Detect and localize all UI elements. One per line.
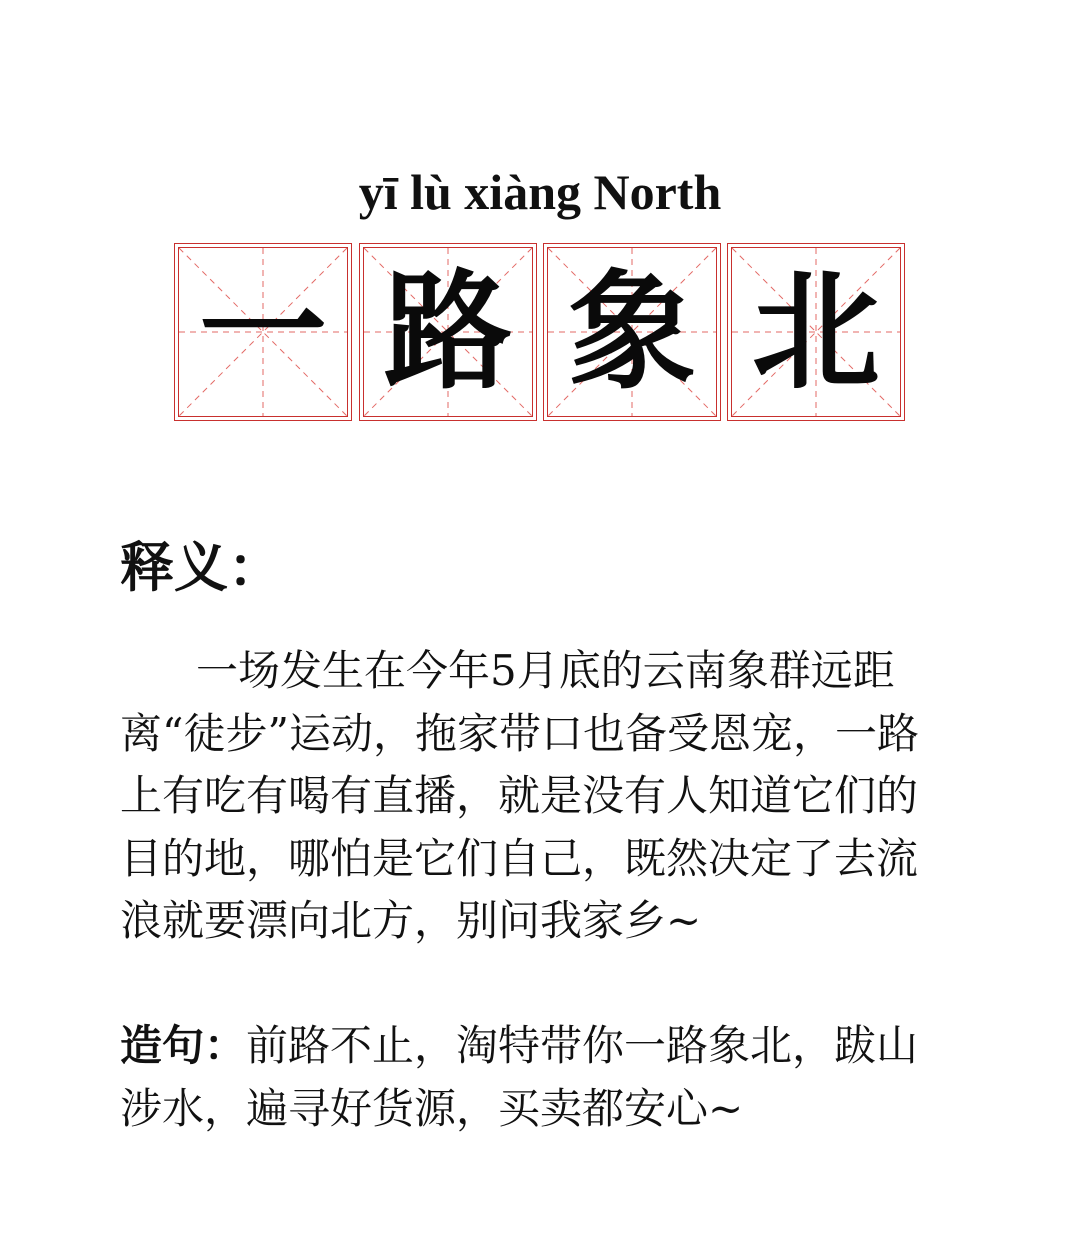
definition-title: 释义： <box>120 535 282 599</box>
example-label: 造句： <box>120 1021 247 1070</box>
definition-text: 一场发生在今年5月底的云南象群远距离“徒步”运动，拖家带口也备受恩宠，一路上有吃有喝有直播，就是没有人知道它们的目的地，哪怕是它们自己，既然决定了去流浪就要漂向北方，别问我家乡~ <box>120 646 919 945</box>
character-grid <box>174 243 910 425</box>
grid-cell-1 <box>174 243 352 421</box>
grid-character: 北 <box>751 257 880 407</box>
grid-cell-4 <box>727 243 905 421</box>
example-sentence <box>120 1015 950 1140</box>
grid-cell-2 <box>359 243 537 421</box>
grid-character: 路 <box>383 257 512 407</box>
example-text: 前路不止，淘特带你一路象北，跋山涉水，遍寻好货源，买卖都安心~ <box>120 1021 919 1133</box>
grid-character: 一 <box>198 257 327 407</box>
grid-character: 象 <box>567 257 696 407</box>
grid-cell-3 <box>543 243 721 421</box>
pinyin-heading: yī lù xiàng North <box>358 164 722 220</box>
